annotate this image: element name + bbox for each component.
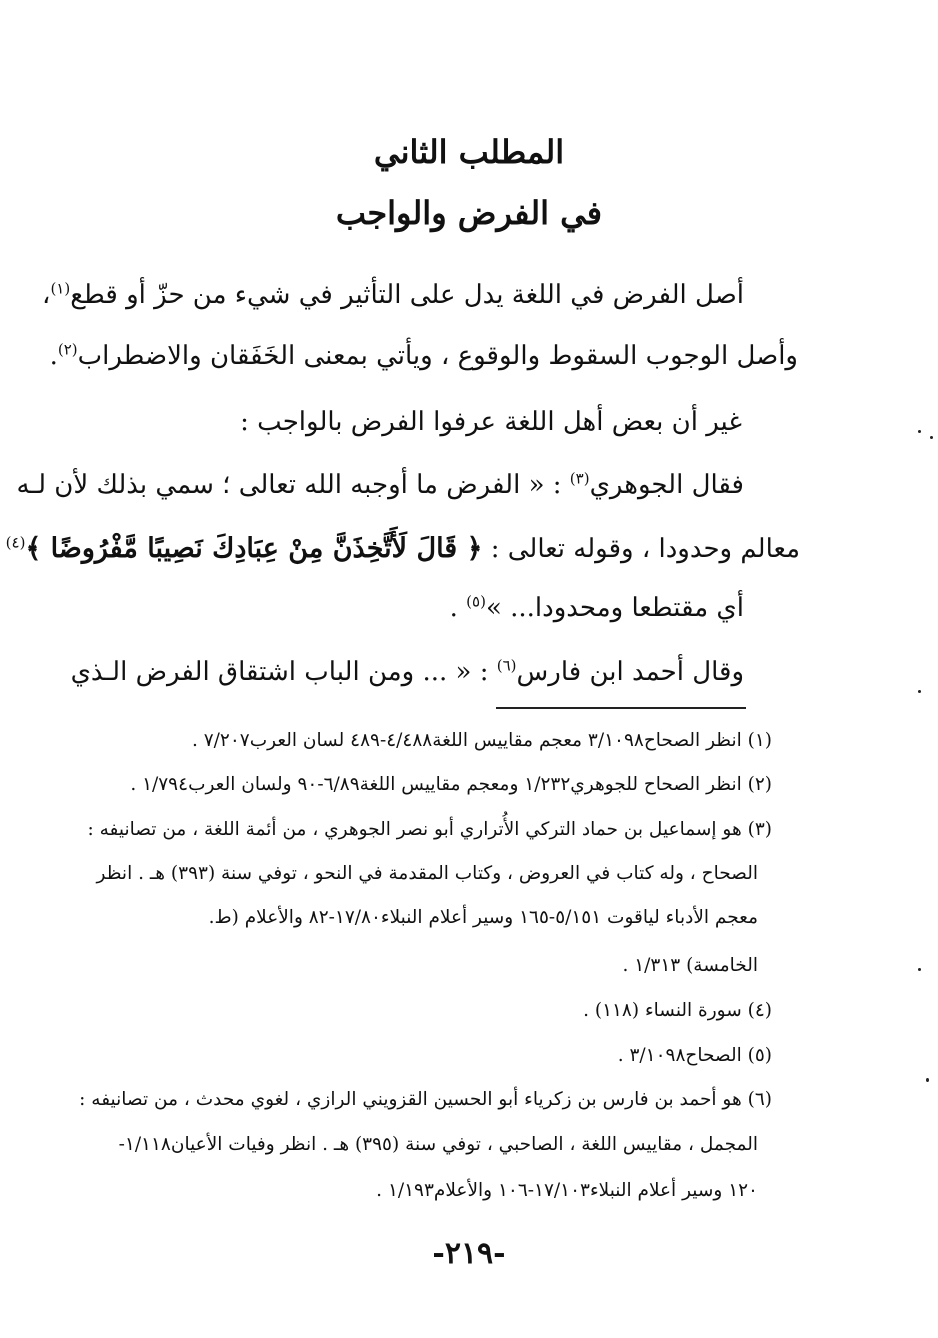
body-text: وقال أحمد ابن فارس: [516, 657, 744, 687]
footnote-3-line-4: الخامسة) ١/٣١٣ .: [622, 955, 758, 976]
footnote-6-line-2: المجمل ، مقاييس اللغة ، الصاحبي ، توفي سنة (٣٩٥) هـ . انظر وفيات الأعيان١/١١٨-: [118, 1134, 758, 1155]
body-line-6: [54, 586, 744, 630]
scan-speck: [926, 1078, 929, 1082]
scan-speck: [930, 436, 933, 439]
section-subtitle: في الفرض والواجب: [335, 194, 603, 232]
body-punct: ،: [42, 280, 51, 310]
body-text: أي مقتطعا ومحدودا... »: [485, 593, 744, 623]
footnote-ref-5: (٥): [466, 592, 486, 611]
quran-verse: ﴿ قَالَ لَأَتَّخِذَنَّ مِنْ عِبَادِكَ نَصِيبًا مَّفْرُوضًا ﴾: [25, 533, 483, 564]
footnote-2: (٢) انظر الصحاح للجوهري١/٢٣٢ ومعجم مقاييس اللغة٦/٨٩-٩٠ ولسان العرب١/٧٩٤ .: [130, 774, 772, 795]
footnote-ref-1: (١): [50, 279, 71, 298]
footnote-separator: [496, 707, 746, 709]
footnote-ref-3: (٣): [569, 469, 590, 488]
body-text: : « الفرض ما أوجبه الله تعالى ؛ سمي بذلك لأن لـه: [16, 470, 570, 500]
body-text: وأصل الوجوب السقوط والوقوع ، ويأتي بمعنى الخَفَقان والاضطراب: [77, 341, 798, 371]
scan-speck: [918, 690, 921, 693]
body-line-4: [16, 463, 744, 507]
footnote-4: (٤) سورة النساء (١١٨) .: [583, 1000, 772, 1021]
footnote-6-line-1: (٦) هو أحمد بن فارس بن زكرياء أبو الحسين القزويني الرازي ، لغوي محدث ، من تصانيفه :: [79, 1089, 772, 1110]
footnote-3-line-3: معجم الأدباء لياقوت ٥/١٥١-١٦٥ وسير أعلام النبلاء١٧/٨٠-٨٢ والأعلام (ط.: [208, 907, 758, 928]
scan-speck: [918, 968, 921, 971]
body-text: معالم وحدودا ، وقوله تعالى :: [482, 534, 800, 564]
scan-speck: [918, 430, 921, 433]
footnote-3-line-1: (٣) هو إسماعيل بن حماد التركي الأُتراري أبو نصر الجوهري ، من أئمة اللغة ، من تصانيفه :: [87, 819, 772, 840]
body-line-1: [42, 273, 744, 317]
body-line-2: [49, 334, 798, 378]
page-number: -٢١٩-: [432, 1236, 506, 1271]
body-text: فقال الجوهري: [589, 470, 744, 500]
footnote-ref-6: (٦): [496, 656, 517, 675]
body-punct: .: [49, 341, 58, 371]
footnote-1: (١) انظر الصحاح٣/١٠٩٨ معجم مقاييس اللغة٤/٤٨٨-٤٨٩ لسان العرب٧/٢٠٧ .: [191, 730, 772, 751]
body-text: أصل الفرض في اللغة يدل على التأثير في شيء من حزّ أو قطع: [70, 280, 744, 310]
footnote-ref-2: (٢): [57, 340, 78, 359]
body-punct: .: [449, 593, 467, 623]
footnote-6-line-3: ١٢٠ وسير أعلام النبلاء١٧/١٠٣-١٠٦ والأعلام١/١٩٣ .: [376, 1180, 758, 1201]
body-text: : « ... ومن الباب اشتقاق الفرض الـذي: [70, 657, 497, 687]
body-line-5: [5, 527, 800, 571]
footnote-3-line-2: الصحاح ، وله كتاب في العروض ، وكتاب المقدمة في النحو ، توفي سنة (٣٩٣) هـ . انظر: [96, 863, 758, 884]
body-line-3: غير أن بعض أهل اللغة عرفوا الفرض بالواجب :: [240, 407, 742, 437]
footnote-ref-4: (٤): [5, 533, 26, 552]
footnote-5: (٥) الصحاح٣/١٠٩٨ .: [617, 1045, 772, 1066]
body-line-7: [54, 650, 744, 694]
section-title: المطلب الثاني: [373, 133, 565, 171]
